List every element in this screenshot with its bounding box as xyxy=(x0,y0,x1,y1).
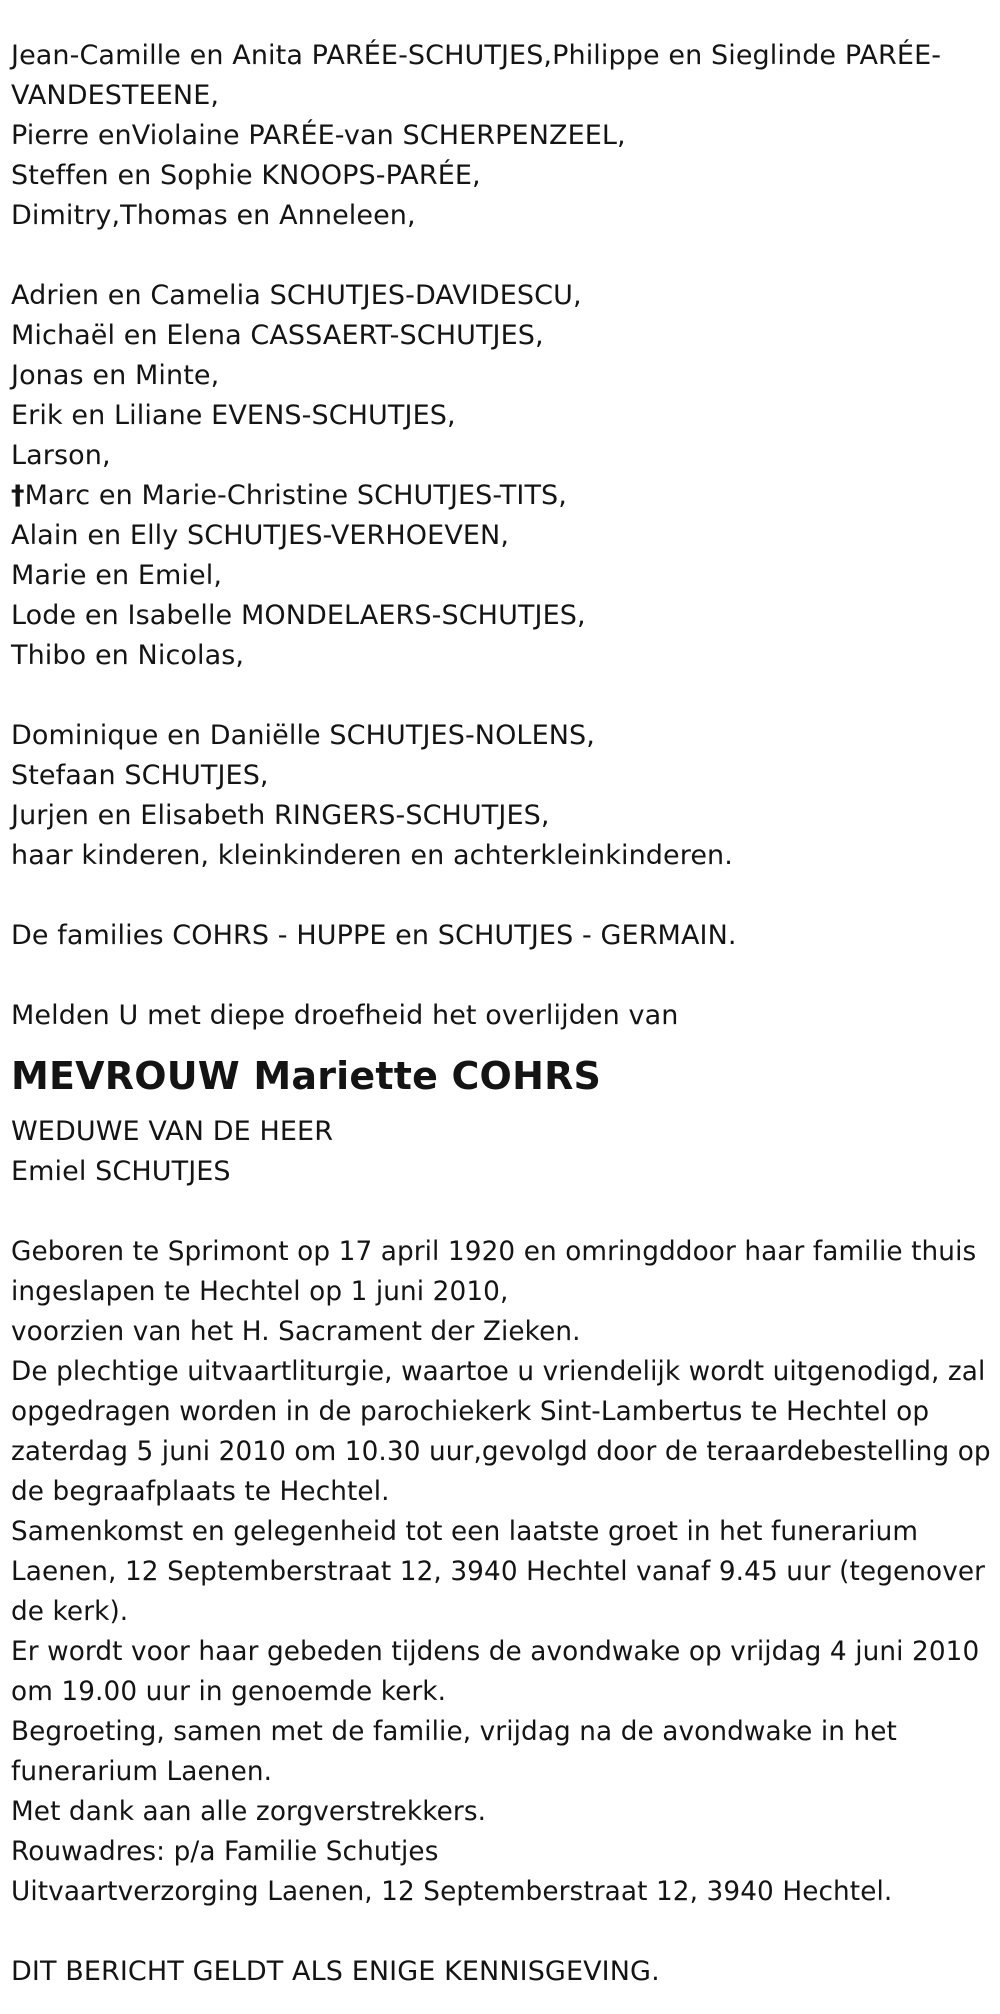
family-line: Thibo en Nicolas, xyxy=(11,640,245,671)
family-line: Jean-Camille en Anita PARÉE-SCHUTJES,Philippe en Sieglinde PARÉE- xyxy=(11,40,942,71)
announcement-line: Melden U met diepe droefheid het overlijden van xyxy=(11,1000,679,1031)
family-line-deceased xyxy=(11,476,996,516)
family-line: Marie en Emiel, xyxy=(11,560,223,591)
details-line: voorzien van het H. Sacrament der Zieken. xyxy=(11,1317,581,1347)
cross-icon: † xyxy=(11,480,25,511)
spouse-name: Emiel SCHUTJES xyxy=(11,1156,231,1187)
details-line: opgedragen worden in de parochiekerk Sint-Lambertus te Hechtel op xyxy=(11,1397,930,1427)
family-line: Stefaan SCHUTJES, xyxy=(11,760,269,791)
details-paragraph xyxy=(11,1232,996,1912)
family-line: Michaël en Elena CASSAERT-SCHUTJES, xyxy=(11,320,544,351)
spacer xyxy=(11,676,996,716)
family-line: Alain en Elly SCHUTJES-VERHOEVEN, xyxy=(11,520,510,551)
spacer xyxy=(11,1192,996,1232)
details-line: om 19.00 uur in genoemde kerk. xyxy=(11,1677,447,1707)
details-line: Rouwadres: p/a Familie Schutjes xyxy=(11,1837,439,1867)
spacer xyxy=(11,876,996,916)
deceased-family-name: Marc en Marie-Christine SCHUTJES-TITS, xyxy=(24,480,567,511)
family-line: Pierre enViolaine PARÉE-van SCHERPENZEEL, xyxy=(11,120,626,151)
family-line: Jurjen en Elisabeth RINGERS-SCHUTJES, xyxy=(11,800,550,831)
details-line: Met dank aan alle zorgverstrekkers. xyxy=(11,1797,487,1827)
details-line: funerarium Laenen. xyxy=(11,1757,273,1787)
family-group-2 xyxy=(11,276,996,676)
details-line: Uitvaartverzorging Laenen, 12 Septemberstraat 12, 3940 Hechtel. xyxy=(11,1877,893,1907)
family-line: Adrien en Camelia SCHUTJES-DAVIDESCU, xyxy=(11,280,582,311)
spacer xyxy=(11,1912,996,1952)
details-line: zaterdag 5 juni 2010 om 10.30 uur,gevolgd door de teraardebestelling op xyxy=(11,1437,991,1467)
details-line: Laenen, 12 Septemberstraat 12, 3940 Hechtel vanaf 9.45 uur (tegenover xyxy=(11,1557,986,1587)
details-line: ingeslapen te Hechtel op 1 juni 2010, xyxy=(11,1277,509,1307)
details-line: De plechtige uitvaartliturgie, waartoe u vriendelijk wordt uitgenodigd, zal xyxy=(11,1357,986,1387)
closing-line: DIT BERICHT GELDT ALS ENIGE KENNISGEVING. xyxy=(11,1956,660,1987)
spacer xyxy=(11,956,996,996)
deceased-name: MEVROUW Mariette COHRS xyxy=(11,1054,602,1098)
family-line: VANDESTEENE, xyxy=(11,80,220,111)
families-line: De families COHRS - HUPPE en SCHUTJES - GERMAIN. xyxy=(11,920,737,951)
details-line: Er wordt voor haar gebeden tijdens de avondwake op vrijdag 4 juni 2010 xyxy=(11,1637,980,1667)
family-line: Lode en Isabelle MONDELAERS-SCHUTJES, xyxy=(11,600,586,631)
spacer xyxy=(11,236,996,276)
family-line: Erik en Liliane EVENS-SCHUTJES, xyxy=(11,400,456,431)
family-line: haar kinderen, kleinkinderen en achterkleinkinderen. xyxy=(11,840,733,871)
details-line: de begraafplaats te Hechtel. xyxy=(11,1477,390,1507)
family-line: Dominique en Daniëlle SCHUTJES-NOLENS, xyxy=(11,720,595,751)
details-line: Samenkomst en gelegenheid tot een laatste groet in het funerarium xyxy=(11,1517,919,1547)
family-group-3 xyxy=(11,716,996,876)
widow-line: WEDUWE VAN DE HEER xyxy=(11,1116,334,1147)
family-group-1 xyxy=(11,36,996,236)
details-line: Geboren te Sprimont op 17 april 1920 en omringddoor haar familie thuis xyxy=(11,1237,977,1267)
details-line: de kerk). xyxy=(11,1597,129,1627)
family-line: Steffen en Sophie KNOOPS-PARÉE, xyxy=(11,160,481,191)
details-line: Begroeting, samen met de familie, vrijdag na de avondwake in het xyxy=(11,1717,897,1747)
family-line: Larson, xyxy=(11,440,111,471)
family-line: Dimitry,Thomas en Anneleen, xyxy=(11,200,416,231)
family-line: Jonas en Minte, xyxy=(11,360,220,391)
death-notice xyxy=(11,36,996,1992)
